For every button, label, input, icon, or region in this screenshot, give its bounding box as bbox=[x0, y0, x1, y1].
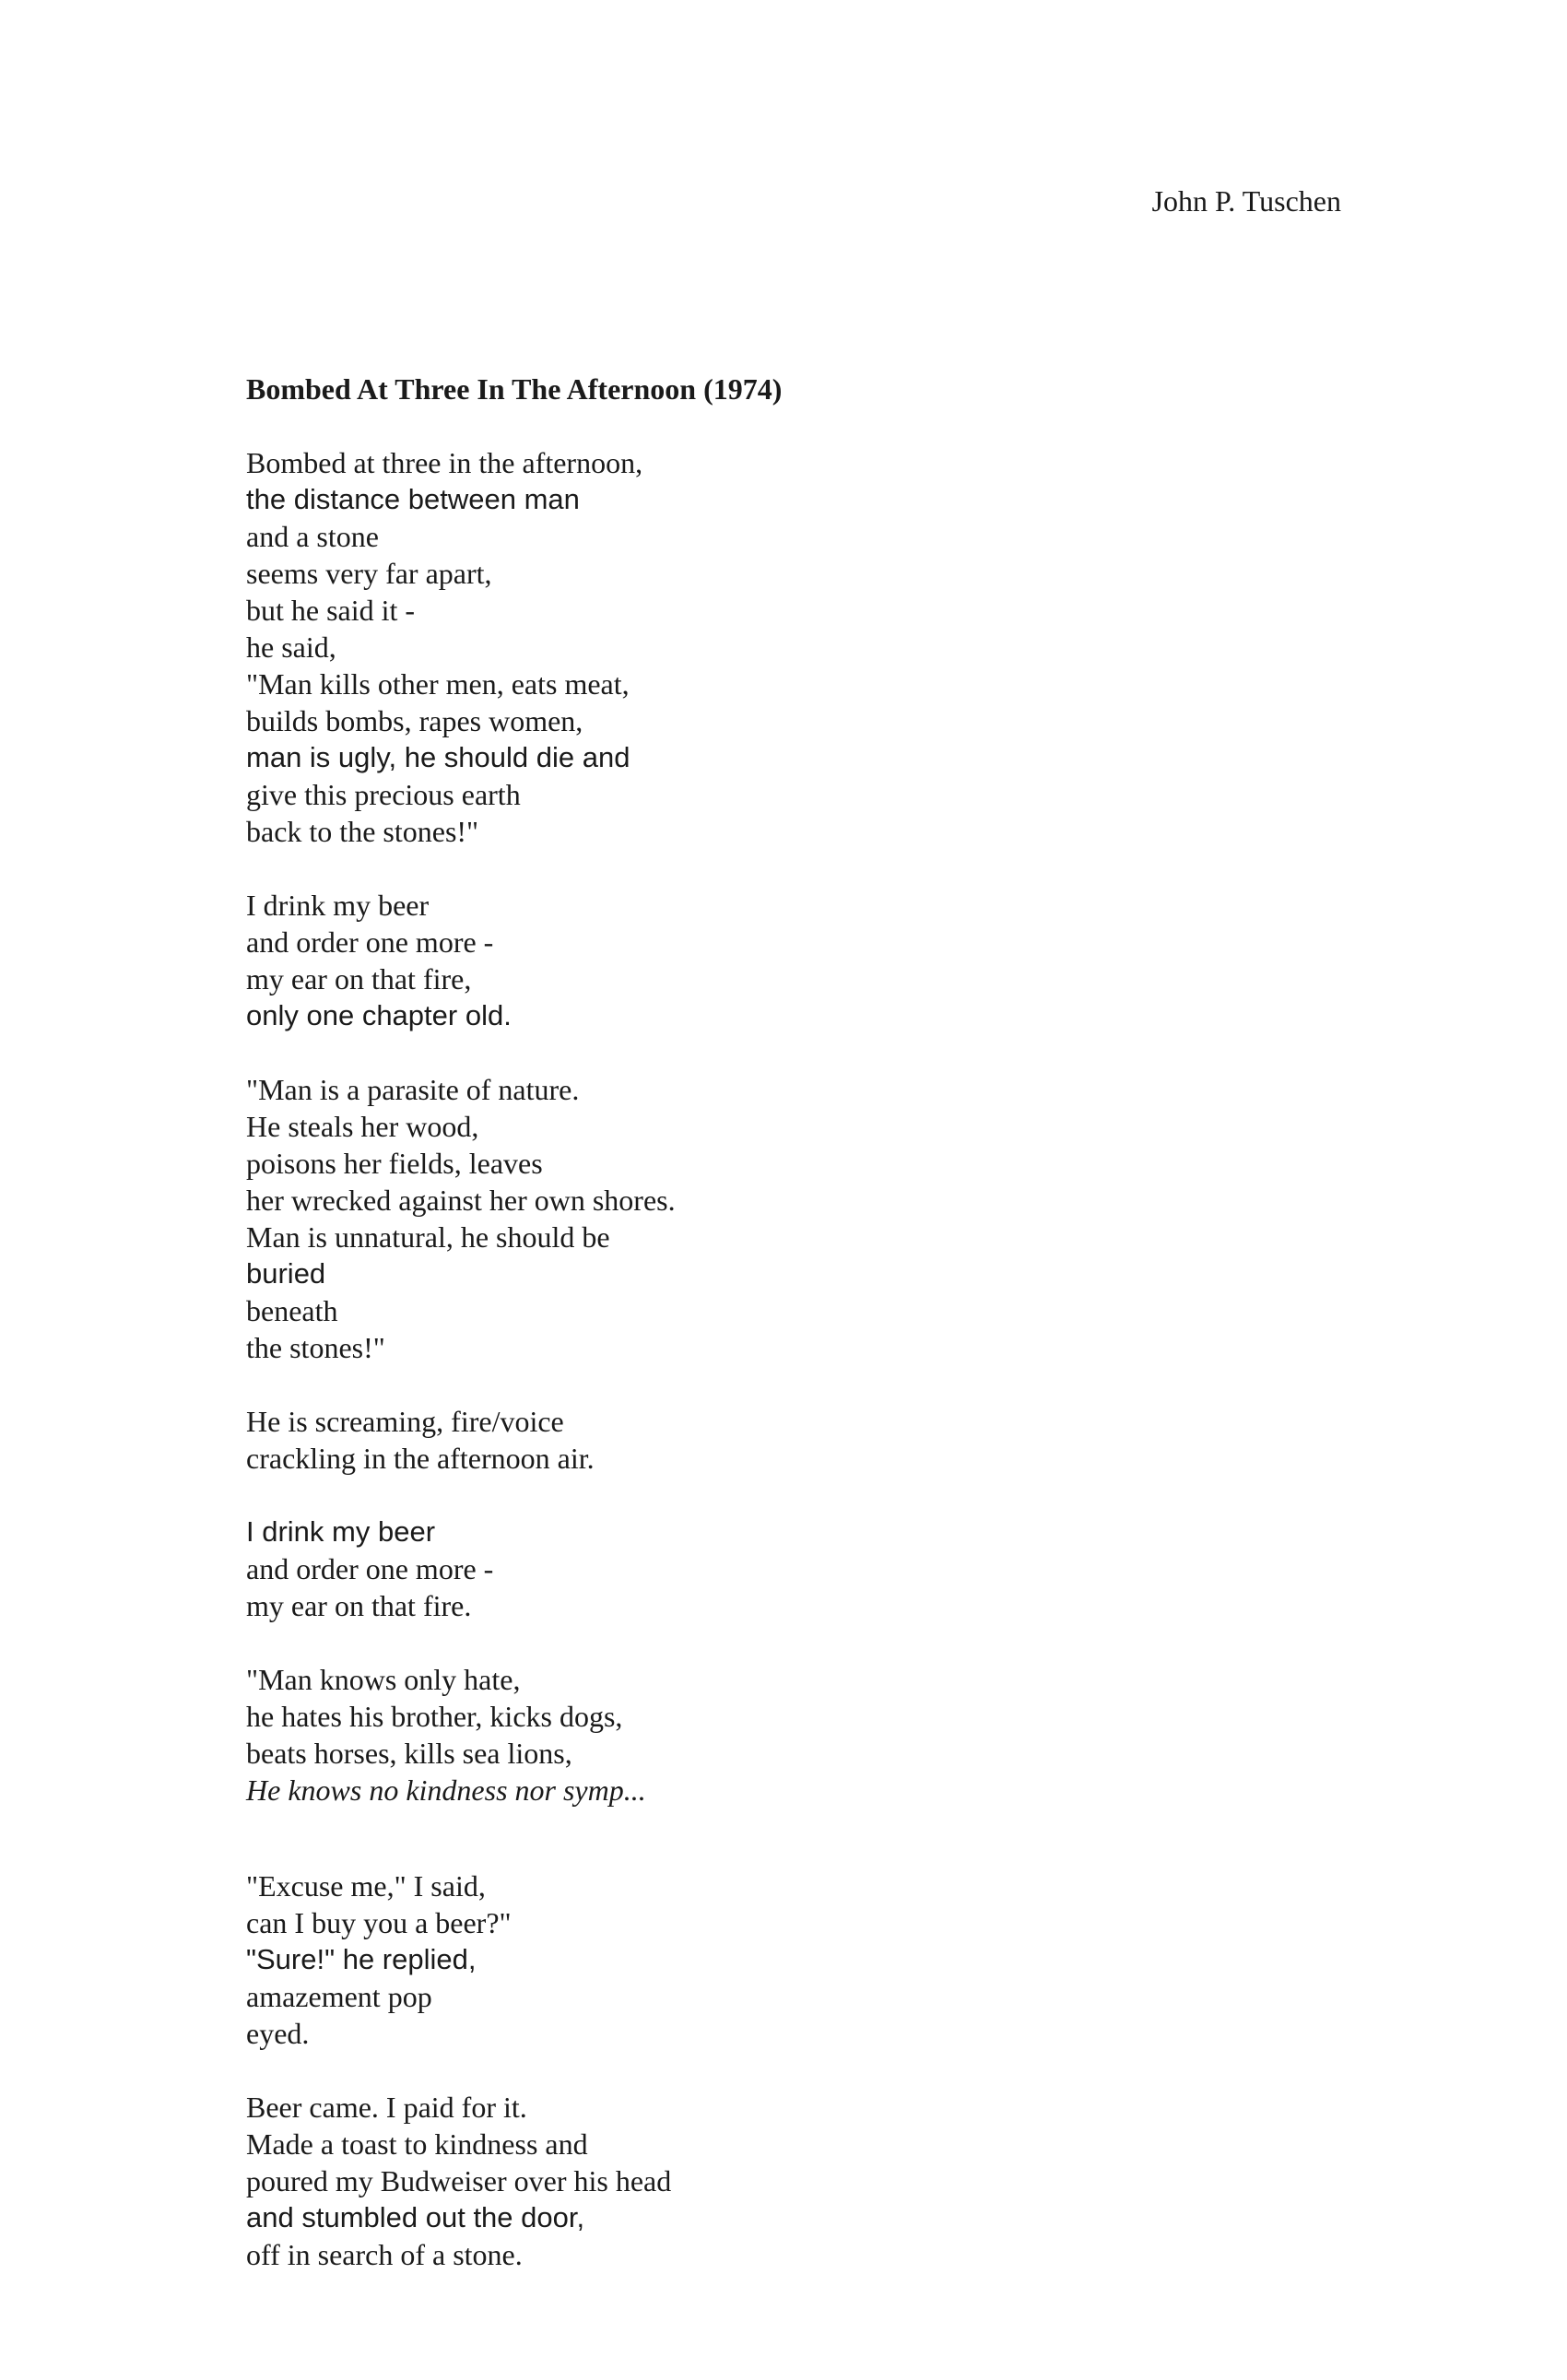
stanza bbox=[246, 1403, 1352, 1477]
poem-line: can I buy you a beer?" bbox=[246, 1906, 512, 1939]
poem-line: the stones!" bbox=[246, 1331, 385, 1364]
poem-line: the distance between man bbox=[246, 483, 580, 515]
stanza bbox=[246, 2089, 1352, 2273]
poem-title: Bombed At Three In The Afternoon (1974) bbox=[246, 372, 783, 406]
poem-line: man is ugly, he should die and bbox=[246, 741, 630, 773]
stanza bbox=[246, 887, 1352, 1034]
poem-body bbox=[246, 444, 1352, 2273]
poem-line: give this precious earth bbox=[246, 778, 521, 811]
poem-line: back to the stones!" bbox=[246, 815, 479, 848]
poem-line: he hates his brother, kicks dogs, bbox=[246, 1700, 623, 1733]
poem-line: he said, bbox=[246, 630, 336, 664]
poem-line: Man is unnatural, he should be bbox=[246, 1220, 610, 1254]
poem-line: my ear on that fire. bbox=[246, 1589, 472, 1622]
poem-line: and order one more - bbox=[246, 925, 494, 959]
poem-line: and order one more - bbox=[246, 1552, 494, 1585]
poem-line: He knows no kindness nor symp... bbox=[246, 1773, 646, 1807]
poem-line: "Man knows only hate, bbox=[246, 1663, 521, 1696]
poem-line: my ear on that fire, bbox=[246, 962, 472, 996]
poem-line: her wrecked against her own shores. bbox=[246, 1184, 676, 1217]
poem-line: crackling in the afternoon air. bbox=[246, 1442, 595, 1475]
poem-line: only one chapter old. bbox=[246, 999, 512, 1031]
poem-line: I drink my beer bbox=[246, 889, 430, 922]
poem-line: I drink my beer bbox=[246, 1515, 436, 1548]
poem-line: poured my Budweiser over his head bbox=[246, 2164, 672, 2197]
poem-line: Beer came. I paid for it. bbox=[246, 2091, 527, 2124]
stanza bbox=[246, 1071, 1352, 1366]
poem-line: seems very far apart, bbox=[246, 557, 492, 590]
poem-line: buried bbox=[246, 1257, 326, 1290]
poem-line: off in search of a stone. bbox=[246, 2238, 523, 2271]
poem-line: "Excuse me," I said, bbox=[246, 1869, 486, 1903]
poem-line: "Man kills other men, eats meat, bbox=[246, 667, 630, 701]
poem-line: eyed. bbox=[246, 2017, 310, 2050]
poem-line: beneath bbox=[246, 1294, 338, 1327]
poem-line: and stumbled out the door, bbox=[246, 2201, 585, 2233]
stanza bbox=[246, 1661, 1352, 1809]
poem-line: amazement pop bbox=[246, 1980, 432, 2013]
poem-line: Made a toast to kindness and bbox=[246, 2127, 588, 2161]
poem-line: beats horses, kills sea lions, bbox=[246, 1737, 572, 1770]
poem-line: but he said it - bbox=[246, 594, 416, 627]
author-name: John P. Tuschen bbox=[1151, 184, 1341, 218]
stanza bbox=[246, 1867, 1352, 2052]
poem-line: He steals her wood, bbox=[246, 1110, 479, 1143]
poem-line: "Man is a parasite of nature. bbox=[246, 1073, 580, 1106]
poem-line: builds bombs, rapes women, bbox=[246, 704, 583, 737]
poem bbox=[246, 371, 1352, 2273]
poem-line: Bombed at three in the afternoon, bbox=[246, 446, 643, 479]
poem-line: poisons her fields, leaves bbox=[246, 1147, 543, 1180]
poem-line: and a stone bbox=[246, 520, 379, 553]
poem-line: "Sure!" he replied, bbox=[246, 1943, 477, 1975]
stanza bbox=[246, 1514, 1352, 1624]
stanza bbox=[246, 444, 1352, 850]
poem-line: He is screaming, fire/voice bbox=[246, 1405, 564, 1438]
